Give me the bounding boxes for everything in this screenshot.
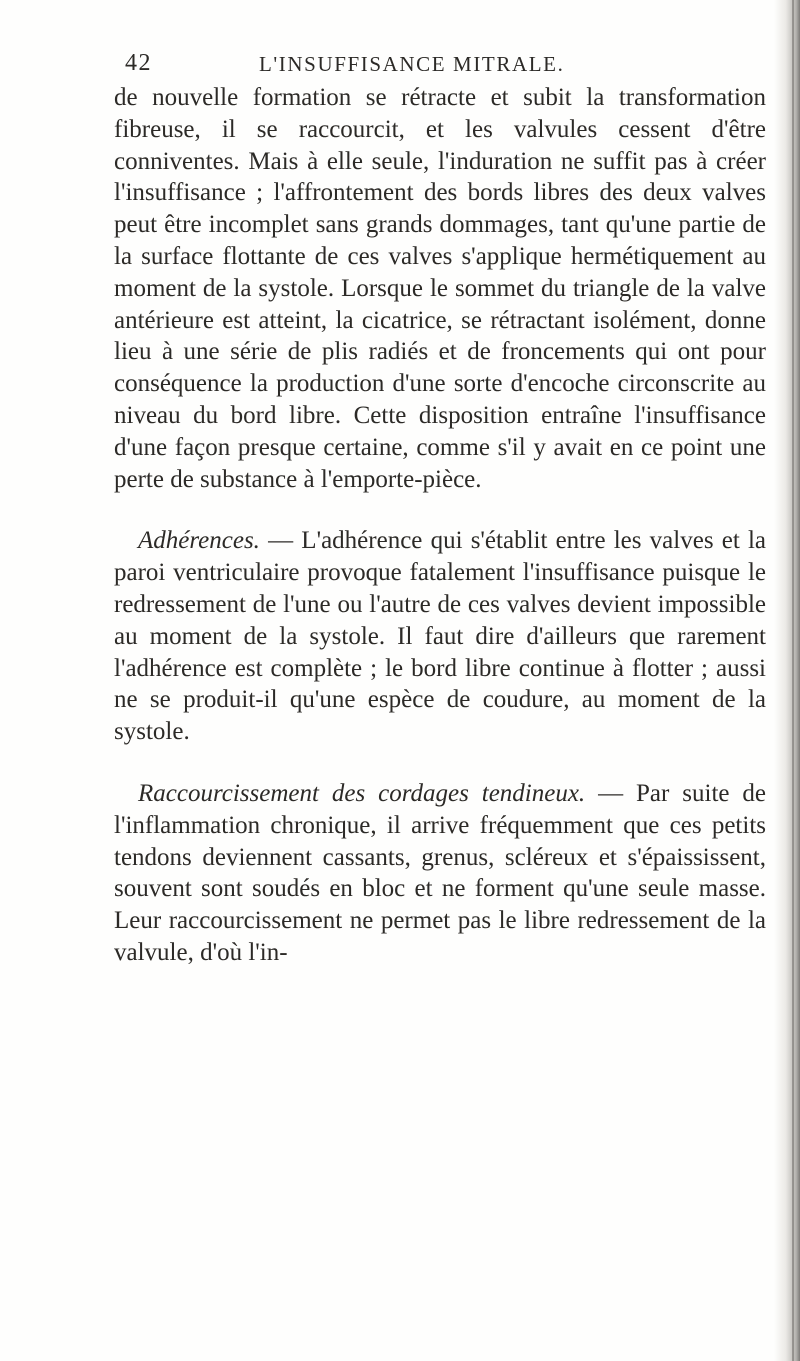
paragraph-adherences [114,525,766,748]
running-title: L'INSUFFISANCE MITRALE. [259,52,565,76]
paragraph-raccourcissement [114,778,766,969]
section-heading-adherences: Adhérences. [138,527,260,555]
paragraph-text: de nouvelle formation se rétracte et subit la transformation fibreuse, il se raccourcit, et les valvules cessent d'être conniventes. Mais à elle seule, l'induration ne suffit pas à créer l'insuffisance ; l'affrontement des bords libres des deux valves peut être incomplet sans grands dommages, tant qu'une partie de la surface flottante de ces valves s'applique hermétiquement au moment de la systole. Lorsque le sommet du triangle de la valve antérieure est atteint, la cicatrice, se rétractant isolément, donne lieu à une série de plis radiés et de froncements qui ont pour conséquence la production d'une sorte d'encoche circonscrite au niveau du bord libre. Cette disposition entraîne l'insuffisance d'une façon presque certaine, comme s'il y avait en ce point une perte de substance à l'emporte-pièce. [114,84,766,493]
paragraph-text: — Par suite de l'inflammation chronique, il arrive fréquemment que ces petits tendons deviennent cassants, grenus, scléreux et s'épaississent, souvent sont soudés en bloc et ne forment qu'une seule masse. Leur raccourcissement ne permet pas le libre redressement de la valvule, d'où l'in- [114,779,766,966]
page-edge-line [792,0,794,1361]
page-edge-shadow [774,0,800,1361]
page-header [125,50,645,82]
paragraph-continuation [114,82,766,495]
paragraph-text: — L'adhérence qui s'établit entre les valves et la paroi ventriculaire provoque fatalement l'insuffisance puisque le redressement de l'une ou l'autre de ces valves devient impossible au moment de la systole. Il faut dire d'ailleurs que rarement l'adhérence est complète ; le bord libre continue à flotter ; aussi ne se produit-il qu'une espèce de coudure, au moment de la systole. [114,527,766,746]
section-heading-raccourcissement: Raccourcissement des cordages tendineux. [138,779,586,807]
body-text [114,82,766,969]
page-number: 42 [125,50,152,76]
